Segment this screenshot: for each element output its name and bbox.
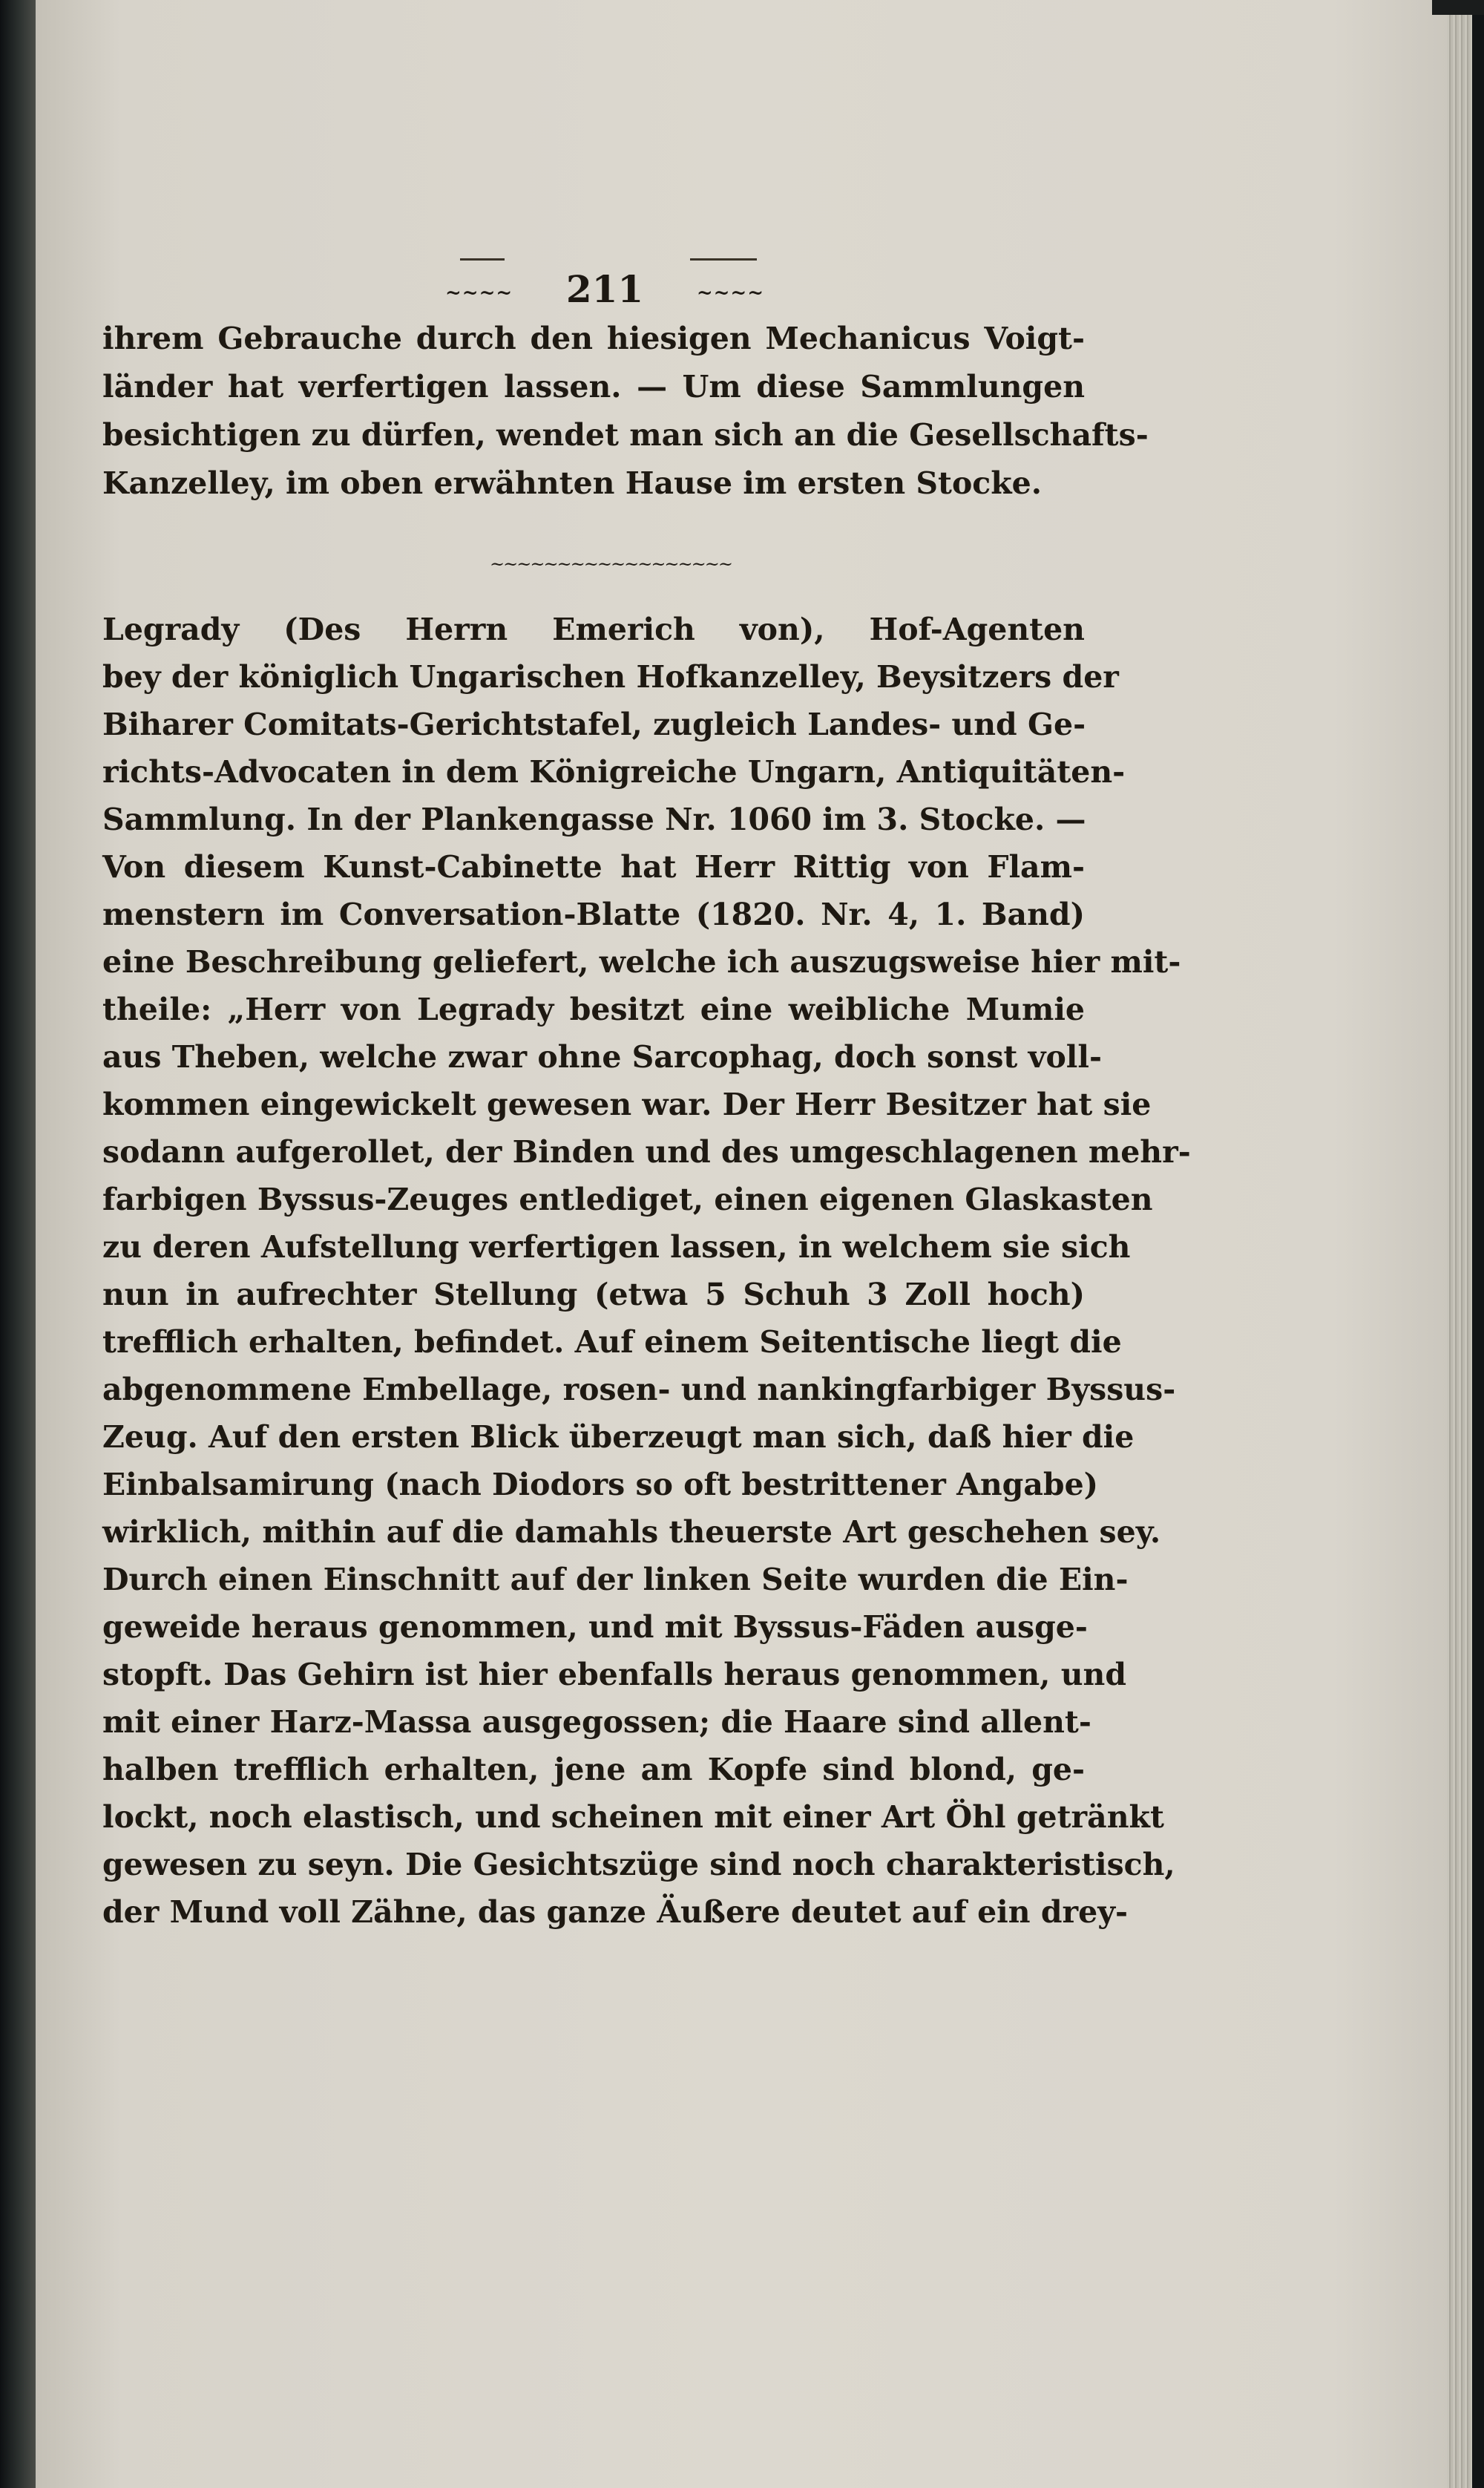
text-line: der Mund voll Zähne, das ganze Äußere deutet auf ein drey-: [102, 1894, 1129, 1930]
book-gutter-shadow: [0, 0, 36, 2488]
text-line: bey der königlich Ungarischen Hofkanzelley, Beysitzers der: [102, 659, 1119, 695]
text-line: Durch einen Einschnitt auf der linken Seite wurden die Ein-: [102, 1562, 1129, 1597]
text-line: eine Beschreibung geliefert, welche ich auszugsweise hier mit-: [102, 944, 1181, 980]
text-line: theile: „Herr von Legrady besitzt eine weibliche Mumie: [102, 992, 1085, 1027]
text-line: besichtigen zu dürfen, wendet man sich an die Gesellschafts-: [102, 417, 1149, 453]
text-line: abgenommene Embellage, rosen- und nankingfarbiger Byssus-: [102, 1372, 1176, 1407]
text-line: Von diesem Kunst-Cabinette hat Herr Rittig von Flam-: [102, 849, 1085, 885]
section-divider-ornament: ~~~~~~~~~~~~~~~~~~: [490, 554, 732, 574]
text-line: menstern im Conversation-Blatte (1820. Nr. 4, 1. Band): [102, 897, 1085, 932]
header-rule-left: [460, 258, 505, 261]
text-line: ihrem Gebrauche durch den hiesigen Mechanicus Voigt-: [102, 321, 1085, 356]
text-line: kommen eingewickelt gewesen war. Der Herr Besitzer hat sie: [102, 1087, 1152, 1122]
text-line: nun in aufrechter Stellung (etwa 5 Schuh 3 Zoll hoch): [102, 1277, 1085, 1312]
text-line: wirklich, mithin auf die damahls theuerste Art geschehen sey.: [102, 1514, 1161, 1550]
text-line: trefflich erhalten, befindet. Auf einem Seitentische liegt die: [102, 1324, 1122, 1360]
text-line: farbigen Byssus-Zeuges entlediget, einen eigenen Glaskasten: [102, 1182, 1153, 1217]
running-header: [445, 252, 764, 319]
text-line: Einbalsamirung (nach Diodors so oft bestrittener Angabe): [102, 1467, 1099, 1502]
text-line: geweide heraus genommen, und mit Byssus-Fäden ausge-: [102, 1609, 1088, 1645]
header-ornament-left: ~~~~: [445, 282, 513, 304]
text-line: stopft. Das Gehirn ist hier ebenfalls heraus genommen, und: [102, 1657, 1127, 1692]
text-line: Zeug. Auf den ersten Blick überzeugt man sich, daß hier die: [102, 1419, 1135, 1455]
text-line: lockt, noch elastisch, und scheinen mit einer Art Öhl getränkt: [102, 1799, 1164, 1835]
corner-shadow: [1432, 0, 1484, 15]
background-edge: [1472, 0, 1484, 2488]
text-line: Kanzelley, im oben erwähnten Hause im ersten Stocke.: [102, 465, 1043, 501]
text-line: halben trefflich erhalten, jene am Kopfe sind blond, ge-: [102, 1752, 1085, 1787]
text-line: richts-Advocaten in dem Königreiche Ungarn, Antiquitäten-: [102, 754, 1126, 790]
page-edges: [1447, 0, 1472, 2488]
text-line: Biharer Comitats-Gerichtstafel, zugleich Landes- und Ge-: [102, 707, 1086, 742]
text-line: mit einer Harz-Massa ausgegossen; die Haare sind allent-: [102, 1704, 1091, 1740]
text-line: zu deren Aufstellung verfertigen lassen, in welchem sie sich: [102, 1229, 1131, 1265]
text-line: Sammlung. In der Plankengasse Nr. 1060 im 3. Stocke. —: [102, 802, 1086, 837]
text-line: aus Theben, welche zwar ohne Sarcophag, doch sonst voll-: [102, 1039, 1102, 1075]
text-line: länder hat verfertigen lassen. — Um diese Sammlungen: [102, 369, 1085, 405]
text-line: gewesen zu seyn. Die Gesichtszüge sind noch charakteristisch,: [102, 1847, 1175, 1882]
header-ornament-right: ~~~~: [696, 282, 764, 304]
text-line: Legrady (Des Herrn Emerich von), Hof-Agenten: [102, 612, 1085, 647]
header-rule-right: [690, 258, 757, 261]
text-line: sodann aufgerollet, der Binden und des umgeschlagenen mehr-: [102, 1134, 1191, 1170]
page-number: 211: [565, 267, 644, 311]
